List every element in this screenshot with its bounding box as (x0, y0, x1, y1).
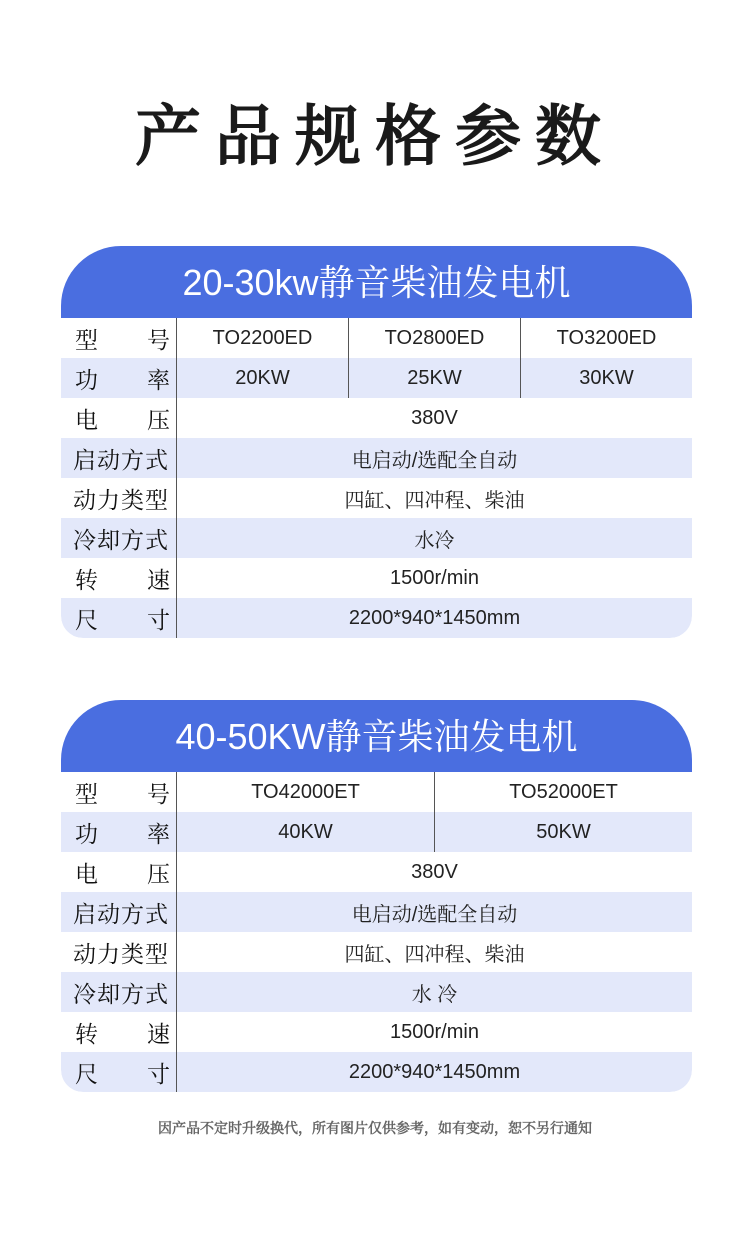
spec-table-title: 20-30kw静音柴油发电机 (61, 246, 692, 318)
spec-values (177, 772, 692, 812)
spec-row (61, 892, 692, 932)
spec-label-text: 功 (75, 821, 98, 848)
spec-row (61, 852, 692, 892)
spec-label-text: 寸 (147, 607, 170, 634)
spec-table-rows (61, 318, 692, 638)
spec-label (61, 438, 177, 478)
spec-label-text: 尺 (75, 607, 98, 634)
spec-label-text: 电 (75, 407, 98, 434)
spec-table-rows (61, 772, 692, 1092)
spec-table-40-50kw (61, 700, 692, 1092)
spec-label (61, 852, 177, 892)
spec-label (61, 478, 177, 518)
spec-values (177, 438, 692, 478)
spec-row (61, 558, 692, 598)
spec-label (61, 972, 177, 1012)
spec-label (61, 358, 177, 398)
spec-value-cell: TO42000ET (251, 780, 360, 803)
spec-values (177, 318, 692, 358)
spec-row (61, 972, 692, 1012)
spec-label (61, 318, 177, 358)
spec-value-cell: 30KW (520, 358, 692, 398)
spec-label-text: 压 (147, 407, 170, 434)
spec-row (61, 438, 692, 478)
spec-label-text: 速 (147, 1021, 170, 1048)
spec-label (61, 772, 177, 812)
spec-values (177, 1012, 692, 1052)
spec-label (61, 558, 177, 598)
spec-value-cell: 25KW (348, 358, 520, 398)
spec-label-text: 型 (75, 327, 98, 354)
spec-value-cell: 50KW (434, 812, 692, 852)
spec-value-cell: 380V (411, 860, 458, 883)
spec-label (61, 932, 177, 972)
spec-values (177, 932, 692, 972)
spec-label-text: 率 (147, 821, 170, 848)
spec-row (61, 358, 692, 398)
spec-values (177, 972, 692, 1012)
spec-value-cell: 1500r/min (390, 1020, 479, 1043)
spec-label-text: 功 (75, 367, 98, 394)
spec-values (177, 1052, 692, 1092)
spec-value-cell: TO2200ED (212, 326, 313, 349)
spec-label-text: 动力类型 (73, 941, 169, 968)
spec-value-cell: TO2800ED (348, 318, 520, 358)
spec-label-text: 寸 (147, 1061, 170, 1088)
spec-values (177, 358, 692, 398)
spec-values (177, 478, 692, 518)
spec-row (61, 518, 692, 558)
spec-label-text: 转 (75, 567, 98, 594)
spec-value-cell: 380V (411, 406, 458, 429)
spec-label-text: 动力类型 (73, 487, 169, 514)
spec-row (61, 478, 692, 518)
spec-value-cell: 40KW (278, 820, 333, 843)
spec-values (177, 518, 692, 558)
spec-label-text: 率 (147, 367, 170, 394)
spec-value-cell: TO3200ED (520, 318, 692, 358)
spec-label (61, 892, 177, 932)
page-title: 产品规格参数 (135, 98, 615, 175)
spec-label (61, 518, 177, 558)
spec-label-text: 转 (75, 1021, 98, 1048)
spec-label-text: 启动方式 (73, 901, 169, 928)
spec-row (61, 772, 692, 812)
spec-value-cell: 2200*940*1450mm (348, 1060, 521, 1083)
spec-label-text: 冷却方式 (73, 527, 169, 554)
spec-label-text: 号 (147, 781, 170, 808)
spec-value-cell: TO52000ET (434, 772, 692, 812)
spec-label (61, 812, 177, 852)
spec-label-text: 启动方式 (73, 447, 169, 474)
spec-row (61, 398, 692, 438)
spec-value-cell: 20KW (235, 366, 290, 389)
spec-row (61, 812, 692, 852)
spec-table-title: 40-50KW静音柴油发电机 (61, 700, 692, 772)
spec-value-cell: 电启动/选配全自动 (351, 903, 518, 926)
spec-value-cell: 四缸、四冲程、柴油 (344, 489, 525, 512)
spec-label (61, 598, 177, 638)
spec-values (177, 598, 692, 638)
spec-value-cell: 水 冷 (411, 983, 458, 1006)
spec-values (177, 812, 692, 852)
spec-row (61, 318, 692, 358)
spec-label (61, 1012, 177, 1052)
spec-label-text: 号 (147, 327, 170, 354)
spec-values (177, 852, 692, 892)
spec-row (61, 598, 692, 638)
spec-row (61, 1012, 692, 1052)
spec-label-text: 压 (147, 861, 170, 888)
spec-row (61, 1052, 692, 1092)
spec-label-text: 冷却方式 (73, 981, 169, 1008)
spec-value-cell: 2200*940*1450mm (348, 606, 521, 629)
spec-row (61, 932, 692, 972)
spec-label-text: 速 (147, 567, 170, 594)
spec-label-text: 电 (75, 861, 98, 888)
spec-label-text: 尺 (75, 1061, 98, 1088)
spec-value-cell: 四缸、四冲程、柴油 (344, 943, 525, 966)
spec-values (177, 398, 692, 438)
spec-value-cell: 水冷 (414, 529, 455, 552)
spec-value-cell: 电启动/选配全自动 (351, 449, 518, 472)
spec-values (177, 558, 692, 598)
spec-label (61, 398, 177, 438)
spec-table-20-30kw (61, 246, 692, 638)
spec-label-text: 型 (75, 781, 98, 808)
spec-value-cell: 1500r/min (390, 566, 479, 589)
spec-label (61, 1052, 177, 1092)
disclaimer-footnote: 因产品不定时升级换代，所有图片仅供参考，如有变动，恕不另行通知 (158, 1121, 592, 1137)
spec-values (177, 892, 692, 932)
